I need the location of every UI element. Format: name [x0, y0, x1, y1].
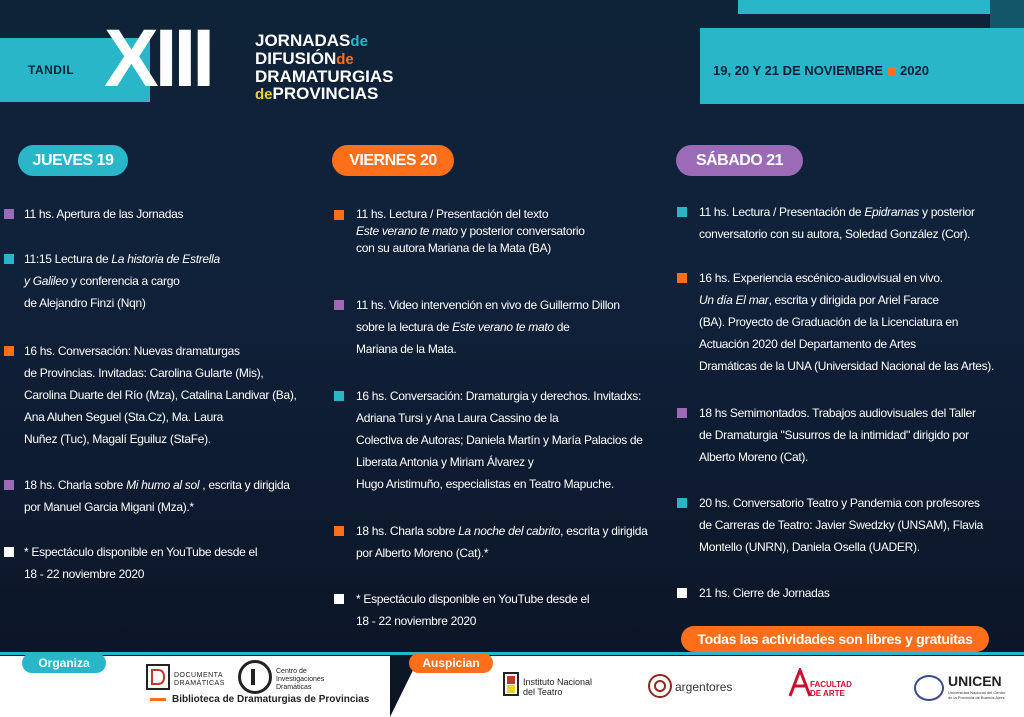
unicen-subtitle	[948, 690, 1005, 700]
event-line: 18 hs. Charla sobre	[24, 478, 127, 492]
unicen-line: de la Provincia de Buenos Aires	[948, 695, 1005, 700]
biblioteca-name: Biblioteca de Dramaturgias de Provincias	[172, 694, 370, 705]
event-line: , escrita y dirigida	[560, 524, 648, 538]
event-line: con su autora Mariana de la Mata (BA)	[356, 241, 552, 255]
centro-logo-icon	[238, 660, 272, 694]
event-sat-5	[699, 582, 830, 604]
int-logo-text	[523, 677, 592, 697]
event-line: Montello (UNRN), Daniela Osella (UADER).	[699, 540, 920, 554]
bullet-square	[4, 209, 14, 219]
event-line: de Provincias. Invitadas: Carolina Gularte (Mis),	[24, 366, 264, 380]
free-activities-banner: Todas las actividades son libres y gratuitas	[681, 626, 989, 652]
event-line: de	[553, 320, 570, 334]
bullet-square	[677, 498, 687, 508]
top-decorative-strip	[738, 0, 1024, 14]
biblioteca-accent-bar	[150, 698, 166, 701]
event-sat-4	[699, 492, 983, 558]
event-line: 11 hs. Apertura de las Jornadas	[24, 207, 184, 221]
event-line: 18 - 22 noviembre 2020	[356, 614, 477, 628]
documenta-line: DOCUMENTA	[174, 672, 224, 679]
event-line: (BA). Proyecto de Graduación de la Licenciatura en	[699, 315, 959, 329]
event-thu-1	[24, 203, 183, 225]
centro-logo-text	[276, 668, 324, 692]
day-pill-friday: VIERNES 20	[332, 145, 454, 176]
event-dates	[713, 63, 929, 78]
documenta-logo-text	[174, 672, 225, 688]
auspician-label: Auspician	[409, 653, 493, 673]
centro-line: Investigaciones	[276, 676, 325, 683]
bullet-square	[677, 273, 687, 283]
event-line: conversatorio con su autora, Soledad González (Cor).	[699, 227, 971, 241]
event-line: 18 - 22 noviembre 2020	[24, 567, 145, 581]
day-pill-thursday: JUEVES 19	[18, 145, 128, 176]
event-line: 11 hs. Lectura / Presentación de	[699, 205, 865, 219]
event-line: Adriana Tursi y Ana Laura Cassino de la	[356, 411, 559, 425]
centro-line: Centro de	[276, 668, 307, 675]
bullet-square	[334, 594, 344, 604]
event-line: de Alejandro Finzi (Nqn)	[24, 296, 146, 310]
event-thu-3	[24, 340, 297, 450]
bullet-square	[334, 391, 344, 401]
date-separator-square	[887, 67, 896, 76]
event-fri-4	[356, 520, 648, 564]
centro-line: Dramáticas	[276, 684, 312, 691]
organiza-label: Organiza	[22, 653, 106, 673]
event-work-title: Un día El mar	[699, 293, 769, 307]
facultad-line: FACULTAD	[810, 680, 852, 689]
event-line: y posterior conversatorio	[457, 224, 585, 238]
facultad-a-icon	[788, 668, 812, 698]
documenta-logo-icon	[146, 664, 170, 690]
event-line: de Carreras de Teatro: Javier Swedzky (UNSAM), Flavia	[699, 518, 983, 532]
event-line: Ana Aluhen Seguel (Sta.Cz), Ma. Laura	[24, 410, 224, 424]
event-line: 16 hs. Conversación: Dramaturgia y derechos. Invitadxs:	[356, 389, 641, 403]
event-line: por Alberto Moreno (Cat).*	[356, 546, 489, 560]
event-line: Carolina Duarte del Río (Mza), Catalina Landivar (Ba),	[24, 388, 297, 402]
title-line-4-prefix: de	[255, 86, 273, 103]
bullet-square	[334, 526, 344, 536]
event-line: por Manuel Garcia Migani (Mza).*	[24, 500, 194, 514]
event-work-title: Mi humo al sol	[126, 478, 200, 492]
event-thu-2	[24, 248, 220, 314]
event-work-title: Epidramas	[864, 205, 919, 219]
event-work-title: Este verano te mato	[452, 320, 554, 334]
int-line: Instituto Nacional	[523, 677, 593, 687]
event-sat-1	[699, 201, 975, 245]
dates-text: 19, 20 Y 21 DE NOVIEMBRE	[713, 63, 884, 78]
event-line: Nuñez (Tuc), Magalí Eguiluz (StaFe).	[24, 432, 211, 446]
facultad-logo-icon	[788, 668, 812, 703]
event-fri-note	[356, 588, 589, 632]
event-line: 18 hs. Charla sobre	[356, 524, 459, 538]
unicen-logo-text: UNICEN	[948, 673, 1002, 689]
event-line: Actuación 2020 del Departamento de Artes	[699, 337, 916, 351]
int-line: del Teatro	[523, 687, 563, 697]
title-line-1-suffix: de	[350, 33, 368, 50]
event-work-title: y Galileo	[24, 274, 68, 288]
documenta-line: DRAMÁTICAS	[174, 680, 225, 687]
event-fri-3	[356, 385, 643, 495]
argentores-logo-text: argentores	[675, 680, 733, 694]
event-fri-1	[356, 204, 585, 257]
event-sat-2	[699, 267, 994, 377]
event-line: , escrita y dirigida por Ariel Farace	[768, 293, 939, 307]
title-line-2-suffix: de	[336, 51, 354, 68]
bullet-square	[4, 480, 14, 490]
bullet-square	[4, 547, 14, 557]
event-line: 11:15 Lectura de	[24, 252, 112, 266]
event-fri-2	[356, 294, 620, 360]
title-line-2: DIFUSIÓN	[255, 49, 337, 68]
facultad-line: DE ARTE	[810, 689, 845, 698]
event-sat-3	[699, 402, 976, 468]
event-line: Mariana de la Mata.	[356, 342, 457, 356]
event-line: , escrita y dirigida	[199, 478, 290, 492]
bullet-square	[677, 588, 687, 598]
unicen-logo-icon	[914, 675, 944, 701]
event-line: y conferencia a cargo	[68, 274, 180, 288]
event-thu-4	[24, 474, 290, 518]
argentores-logo-icon	[648, 674, 672, 698]
event-line: de Dramaturgia "Susurros de la intimidad" dirigido por	[699, 428, 969, 442]
event-line: Hugo Aristimuño, especialistas en Teatro Mapuche.	[356, 477, 614, 491]
event-line: 11 hs. Lectura / Presentación del texto	[356, 207, 549, 221]
facultad-logo-text	[810, 680, 852, 698]
bullet-square	[4, 346, 14, 356]
event-line: * Espectáculo disponible en YouTube desde el	[356, 592, 590, 606]
event-line: Dramáticas de la UNA (Universidad Nacional de las Artes).	[699, 359, 995, 373]
event-work-title: Este verano te mato	[356, 224, 458, 238]
unicen-line: Universidad Nacional del Centro	[948, 690, 1006, 695]
event-line: y posterior	[919, 205, 975, 219]
documenta-d-icon	[150, 668, 166, 686]
event-line: 16 hs. Experiencia escénico-audiovisual en vivo.	[699, 271, 943, 285]
footer-top-line	[0, 652, 1024, 655]
title-line-1: JORNADAS	[255, 31, 351, 50]
edition-number: XIII	[104, 13, 212, 104]
event-work-title: La historia de Estrella	[111, 252, 220, 266]
bullet-square	[677, 207, 687, 217]
title-line-3: DRAMATURGIAS	[255, 67, 394, 86]
event-thu-note	[24, 541, 257, 585]
bullet-square	[334, 300, 344, 310]
event-line: 16 hs. Conversación: Nuevas dramaturgas	[24, 344, 240, 358]
day-pill-saturday: SÁBADO 21	[676, 145, 803, 176]
event-line: 11 hs. Video intervención en vivo de Guillermo Dillon	[356, 298, 620, 312]
bullet-square	[4, 254, 14, 264]
event-line: * Espectáculo disponible en YouTube desde el	[24, 545, 258, 559]
event-line: sobre la lectura de	[356, 320, 453, 334]
event-line: 18 hs Semimontados. Trabajos audiovisuales del Taller	[699, 406, 976, 420]
event-line: Liberata Antonia y Miriam Álvarez y	[356, 455, 534, 469]
event-line: Colectiva de Autoras; Daniela Martín y María Palacios de	[356, 433, 643, 447]
dates-year: 2020	[900, 63, 929, 78]
bullet-square	[334, 210, 344, 220]
event-line: 20 hs. Conversatorio Teatro y Pandemia con profesores	[699, 496, 980, 510]
event-work-title: La noche del cabrito	[458, 524, 561, 538]
bullet-square	[677, 408, 687, 418]
event-line: 21 hs. Cierre de Jornadas	[699, 586, 830, 600]
event-line: Alberto Moreno (Cat).	[699, 450, 809, 464]
city-label: TANDIL	[28, 63, 75, 77]
int-logo-icon	[503, 672, 519, 696]
event-title	[255, 32, 394, 103]
title-line-4: PROVINCIAS	[272, 84, 379, 103]
